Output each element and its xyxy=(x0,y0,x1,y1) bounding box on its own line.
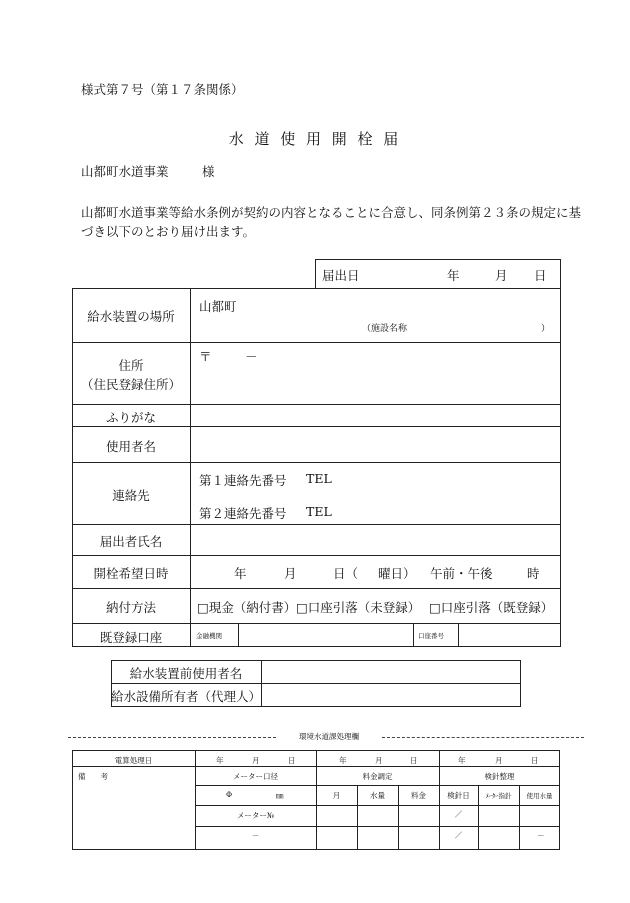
contact1-label: 第１連絡先番号 xyxy=(199,473,287,488)
contact1-tel: TEL xyxy=(306,471,332,486)
phi-label: Φ xyxy=(226,790,233,799)
date-day: 日 xyxy=(534,268,547,283)
account-label: 既登録口座 xyxy=(99,630,163,645)
start-day: 日（ xyxy=(333,566,359,581)
start-hour: 時 xyxy=(527,566,540,581)
start-ampm: 午前・午後 xyxy=(430,566,493,581)
contact2-tel: TEL xyxy=(306,504,332,519)
date-label: 届出日 xyxy=(322,268,360,283)
office-section-title: 環境水道課処理欄 xyxy=(299,732,359,741)
date-month: 月 xyxy=(495,268,508,283)
start-weekday: 曜日） xyxy=(378,566,416,581)
fee-volume-label: 水量 xyxy=(370,791,385,800)
facility-close: ） xyxy=(541,324,551,334)
start-month: 月 xyxy=(284,566,297,581)
meter-size-label: メーター口径 xyxy=(233,772,278,781)
date1-year: 年 xyxy=(216,756,224,765)
mm-label: ㎜ xyxy=(276,791,284,800)
pay-debit-registered-checkbox[interactable]: □口座引落（既登録） xyxy=(429,600,554,615)
contact-label: 連絡先 xyxy=(112,488,150,503)
date1-day: 日 xyxy=(288,756,296,765)
location-label: 給水装置の場所 xyxy=(87,309,175,324)
statement-line-2: づき以下のとおり届け出ます。 xyxy=(81,224,256,239)
meter-number-dash: － xyxy=(251,831,260,840)
date-year: 年 xyxy=(447,268,460,283)
meter-number-label: メーター№ xyxy=(236,811,275,820)
meter-reading-label: ﾒｰﾀｰ指針 xyxy=(485,792,512,800)
payment-label: 納付方法 xyxy=(105,600,156,615)
usage-volume-label: 使用水量 xyxy=(526,792,553,800)
computer-date-label: 電算処理日 xyxy=(114,756,153,765)
honorific: 様 xyxy=(202,164,215,179)
start-year: 年 xyxy=(234,566,247,581)
account-number-label: 口座番号 xyxy=(418,632,444,640)
contact2-label: 第２連絡先番号 xyxy=(199,506,287,521)
read-day-label: 検針日 xyxy=(447,791,470,800)
prev-user-label: 給水装置前使用者名 xyxy=(129,666,243,681)
read-day-slash-2: ／ xyxy=(454,831,463,840)
postal-dash: － xyxy=(245,349,258,364)
date2-day: 日 xyxy=(410,756,418,765)
date1-month: 月 xyxy=(252,756,260,765)
date3-month: 月 xyxy=(495,756,503,765)
bank-label: 金融機関 xyxy=(196,632,222,640)
fee-month-label: 月 xyxy=(332,791,341,800)
inspection-label: 検針整理 xyxy=(484,772,515,781)
addressee: 山都町水道事業 xyxy=(81,164,169,179)
postal-mark: 〒 xyxy=(199,349,212,364)
date2-year: 年 xyxy=(339,756,347,765)
furigana-label: ふりがな xyxy=(105,410,156,425)
start-datetime-label: 開栓希望日時 xyxy=(93,566,169,581)
date3-day: 日 xyxy=(531,756,539,765)
owner-label: 給水設備所有者（代理人） xyxy=(111,689,262,704)
pay-debit-new-checkbox[interactable]: □口座引落（未登録） xyxy=(296,600,421,615)
location-prefix: 山都町 xyxy=(199,299,237,314)
fee-label: 料金調定 xyxy=(362,772,393,781)
user-name-label: 使用者名 xyxy=(105,439,156,454)
page-title: 水 道 使 用 開 栓 届 xyxy=(228,130,402,148)
statement-line-1: 山都町水道事業等給水条例が契約の内容となることに合意し、同条例第２３条の規定に基 xyxy=(81,205,582,220)
remarks-label: 備 考 xyxy=(78,772,108,781)
pay-cash-checkbox[interactable]: □現金（納付書） xyxy=(197,600,297,615)
fee-charge-label: 料金 xyxy=(411,791,426,800)
date2-month: 月 xyxy=(375,756,383,765)
date3-year: 年 xyxy=(458,756,466,765)
address-label: 住所 xyxy=(118,358,144,373)
applicant-label: 届出者氏名 xyxy=(99,534,163,549)
usage-dash: － xyxy=(537,831,545,840)
address-label-sub: （住民登録住所） xyxy=(80,377,181,392)
facility-open: （施設名称 xyxy=(362,324,408,334)
form-number: 様式第７号（第１７条関係） xyxy=(81,82,244,97)
read-day-slash-1: ／ xyxy=(454,810,463,819)
